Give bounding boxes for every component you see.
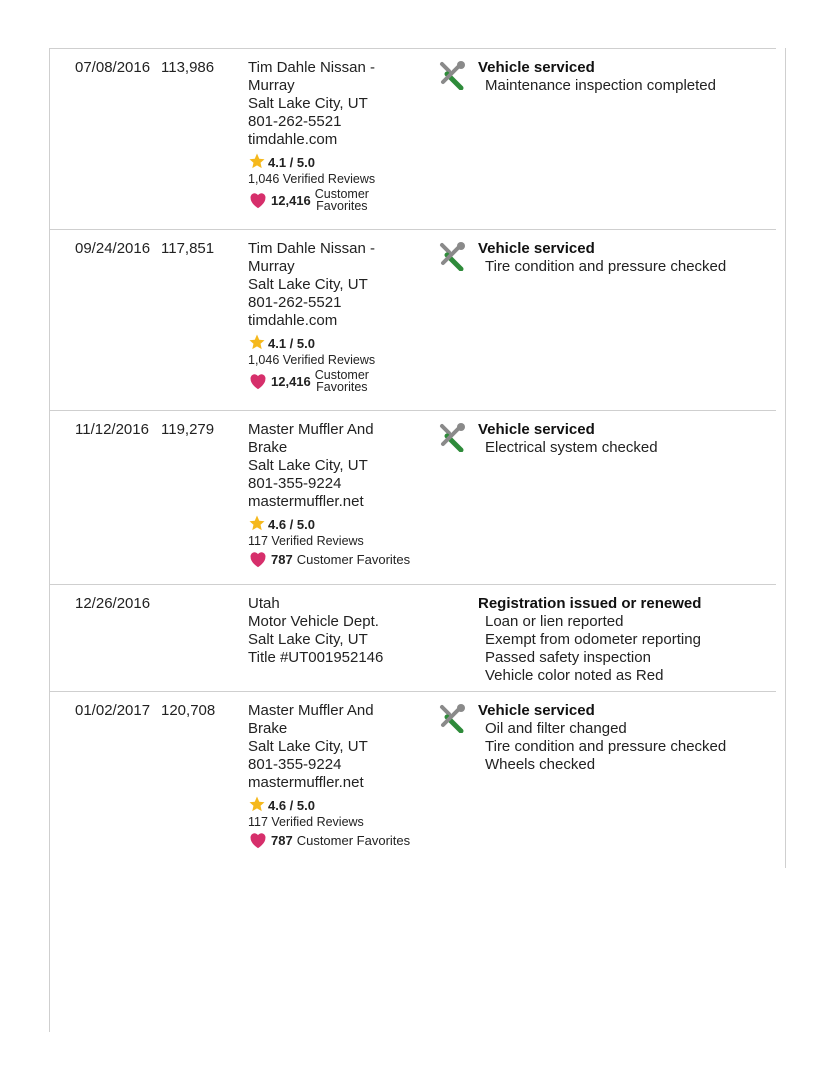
rating (248, 514, 438, 533)
record-date: 09/24/2016 (75, 240, 151, 257)
source-name-line: Utah (248, 595, 280, 612)
detail-item: Vehicle color noted as Red (485, 667, 664, 684)
record-mileage: 120,708 (161, 702, 216, 719)
detail-title: Vehicle serviced (478, 59, 595, 76)
record-mileage: 117,851 (161, 240, 215, 257)
review-count[interactable]: 1,046 Verified Reviews (248, 172, 376, 186)
record-source (248, 421, 438, 568)
wrench-screwdriver-icon (437, 703, 467, 733)
source-phone[interactable]: 801-355-9224 (248, 475, 342, 492)
detail-item: Passed safety inspection (485, 649, 651, 666)
source-location: Salt Lake City, UT (248, 738, 368, 755)
detail-title: Vehicle serviced (478, 240, 595, 257)
record-details (478, 240, 778, 276)
right-border (785, 48, 786, 868)
detail-title: Vehicle serviced (478, 421, 595, 438)
favorites-count: 787 (271, 551, 293, 567)
detail-item: Oil and filter changed (485, 720, 627, 737)
record-source (248, 59, 438, 212)
source-name-line: Master Muffler And (248, 421, 374, 438)
rating (248, 152, 438, 171)
star-icon (248, 514, 266, 532)
review-count[interactable]: 117 Verified Reviews (248, 534, 364, 548)
record-details (478, 702, 778, 774)
detail-item: Electrical system checked (485, 439, 658, 456)
source-name-line: Brake (248, 439, 288, 456)
record-source (248, 240, 438, 393)
star-icon (248, 333, 266, 351)
record-source (248, 595, 438, 667)
source-website[interactable]: timdahle.com (248, 131, 338, 148)
wrench-screwdriver-icon (437, 422, 467, 452)
table-row (50, 691, 776, 865)
favorites (248, 550, 438, 568)
favorites (248, 831, 438, 849)
detail-item: Wheels checked (485, 756, 596, 773)
source-phone[interactable]: 801-262-5521 (248, 294, 342, 311)
source-website[interactable]: timdahle.com (248, 312, 338, 329)
record-date: 11/12/2016 (75, 421, 149, 438)
record-mileage: 113,986 (161, 59, 215, 76)
rating (248, 333, 438, 352)
rating-value: 4.6 / 5.0 (268, 798, 315, 813)
detail-title: Vehicle serviced (478, 702, 595, 719)
table-row (50, 584, 776, 691)
detail-title: Registration issued or renewed (478, 595, 702, 612)
wrench-screwdriver-icon (437, 60, 467, 90)
favorites-label: Favorites (316, 380, 368, 394)
record-details (478, 59, 778, 95)
favorites-label: Customer (314, 368, 369, 382)
table-row (50, 410, 776, 584)
wrench-screwdriver-icon (437, 241, 467, 271)
favorites-label: Favorites (316, 199, 368, 213)
rating-value: 4.1 / 5.0 (268, 336, 315, 351)
record-date: 07/08/2016 (75, 59, 151, 76)
favorites-label: Customer Favorites (296, 551, 411, 567)
heart-icon (248, 191, 268, 209)
rating-value: 4.6 / 5.0 (268, 517, 315, 532)
star-icon (248, 795, 266, 813)
source-phone[interactable]: 801-262-5521 (248, 113, 342, 130)
favorites-count: 12,416 (271, 192, 311, 208)
source-location: Salt Lake City, UT (248, 457, 368, 474)
rating (248, 795, 438, 814)
detail-item: Maintenance inspection completed (485, 77, 716, 94)
record-details (478, 595, 778, 685)
record-details (478, 421, 778, 457)
record-date: 12/26/2016 (75, 595, 151, 612)
table-row (50, 48, 776, 229)
review-count[interactable]: 1,046 Verified Reviews (248, 353, 376, 367)
source-website[interactable]: mastermuffler.net (248, 493, 364, 510)
source-name-line: Murray (248, 77, 295, 94)
favorites-count: 787 (271, 832, 293, 848)
source-name-line: Master Muffler And (248, 702, 374, 719)
source-title-number: Title #UT001952146 (248, 649, 384, 666)
favorites-label: Customer Favorites (296, 832, 411, 848)
rating-value: 4.1 / 5.0 (268, 155, 315, 170)
source-name-line: Tim Dahle Nissan - (248, 59, 375, 76)
detail-item: Tire condition and pressure checked (485, 258, 727, 275)
detail-item: Exempt from odometer reporting (485, 631, 701, 648)
table-row (50, 229, 776, 410)
source-website[interactable]: mastermuffler.net (248, 774, 364, 791)
detail-item: Loan or lien reported (485, 613, 624, 630)
heart-icon (248, 372, 268, 390)
source-phone[interactable]: 801-355-9224 (248, 756, 342, 773)
record-date: 01/02/2017 (75, 702, 151, 719)
star-icon (248, 152, 266, 170)
review-count[interactable]: 117 Verified Reviews (248, 815, 364, 829)
record-mileage: 119,279 (161, 421, 215, 438)
source-name-line: Tim Dahle Nissan - (248, 240, 375, 257)
heart-icon (248, 550, 268, 568)
history-table (50, 48, 776, 865)
heart-icon (248, 831, 268, 849)
favorites (248, 369, 438, 393)
source-location: Salt Lake City, UT (248, 631, 368, 648)
source-name-line: Motor Vehicle Dept. (248, 613, 379, 630)
favorites-count: 12,416 (271, 373, 311, 389)
record-source (248, 702, 438, 849)
favorites (248, 188, 438, 212)
source-location: Salt Lake City, UT (248, 95, 368, 112)
favorites-label: Customer (314, 187, 369, 201)
source-name-line: Brake (248, 720, 288, 737)
detail-item: Tire condition and pressure checked (485, 738, 727, 755)
source-location: Salt Lake City, UT (248, 276, 368, 293)
source-name-line: Murray (248, 258, 295, 275)
